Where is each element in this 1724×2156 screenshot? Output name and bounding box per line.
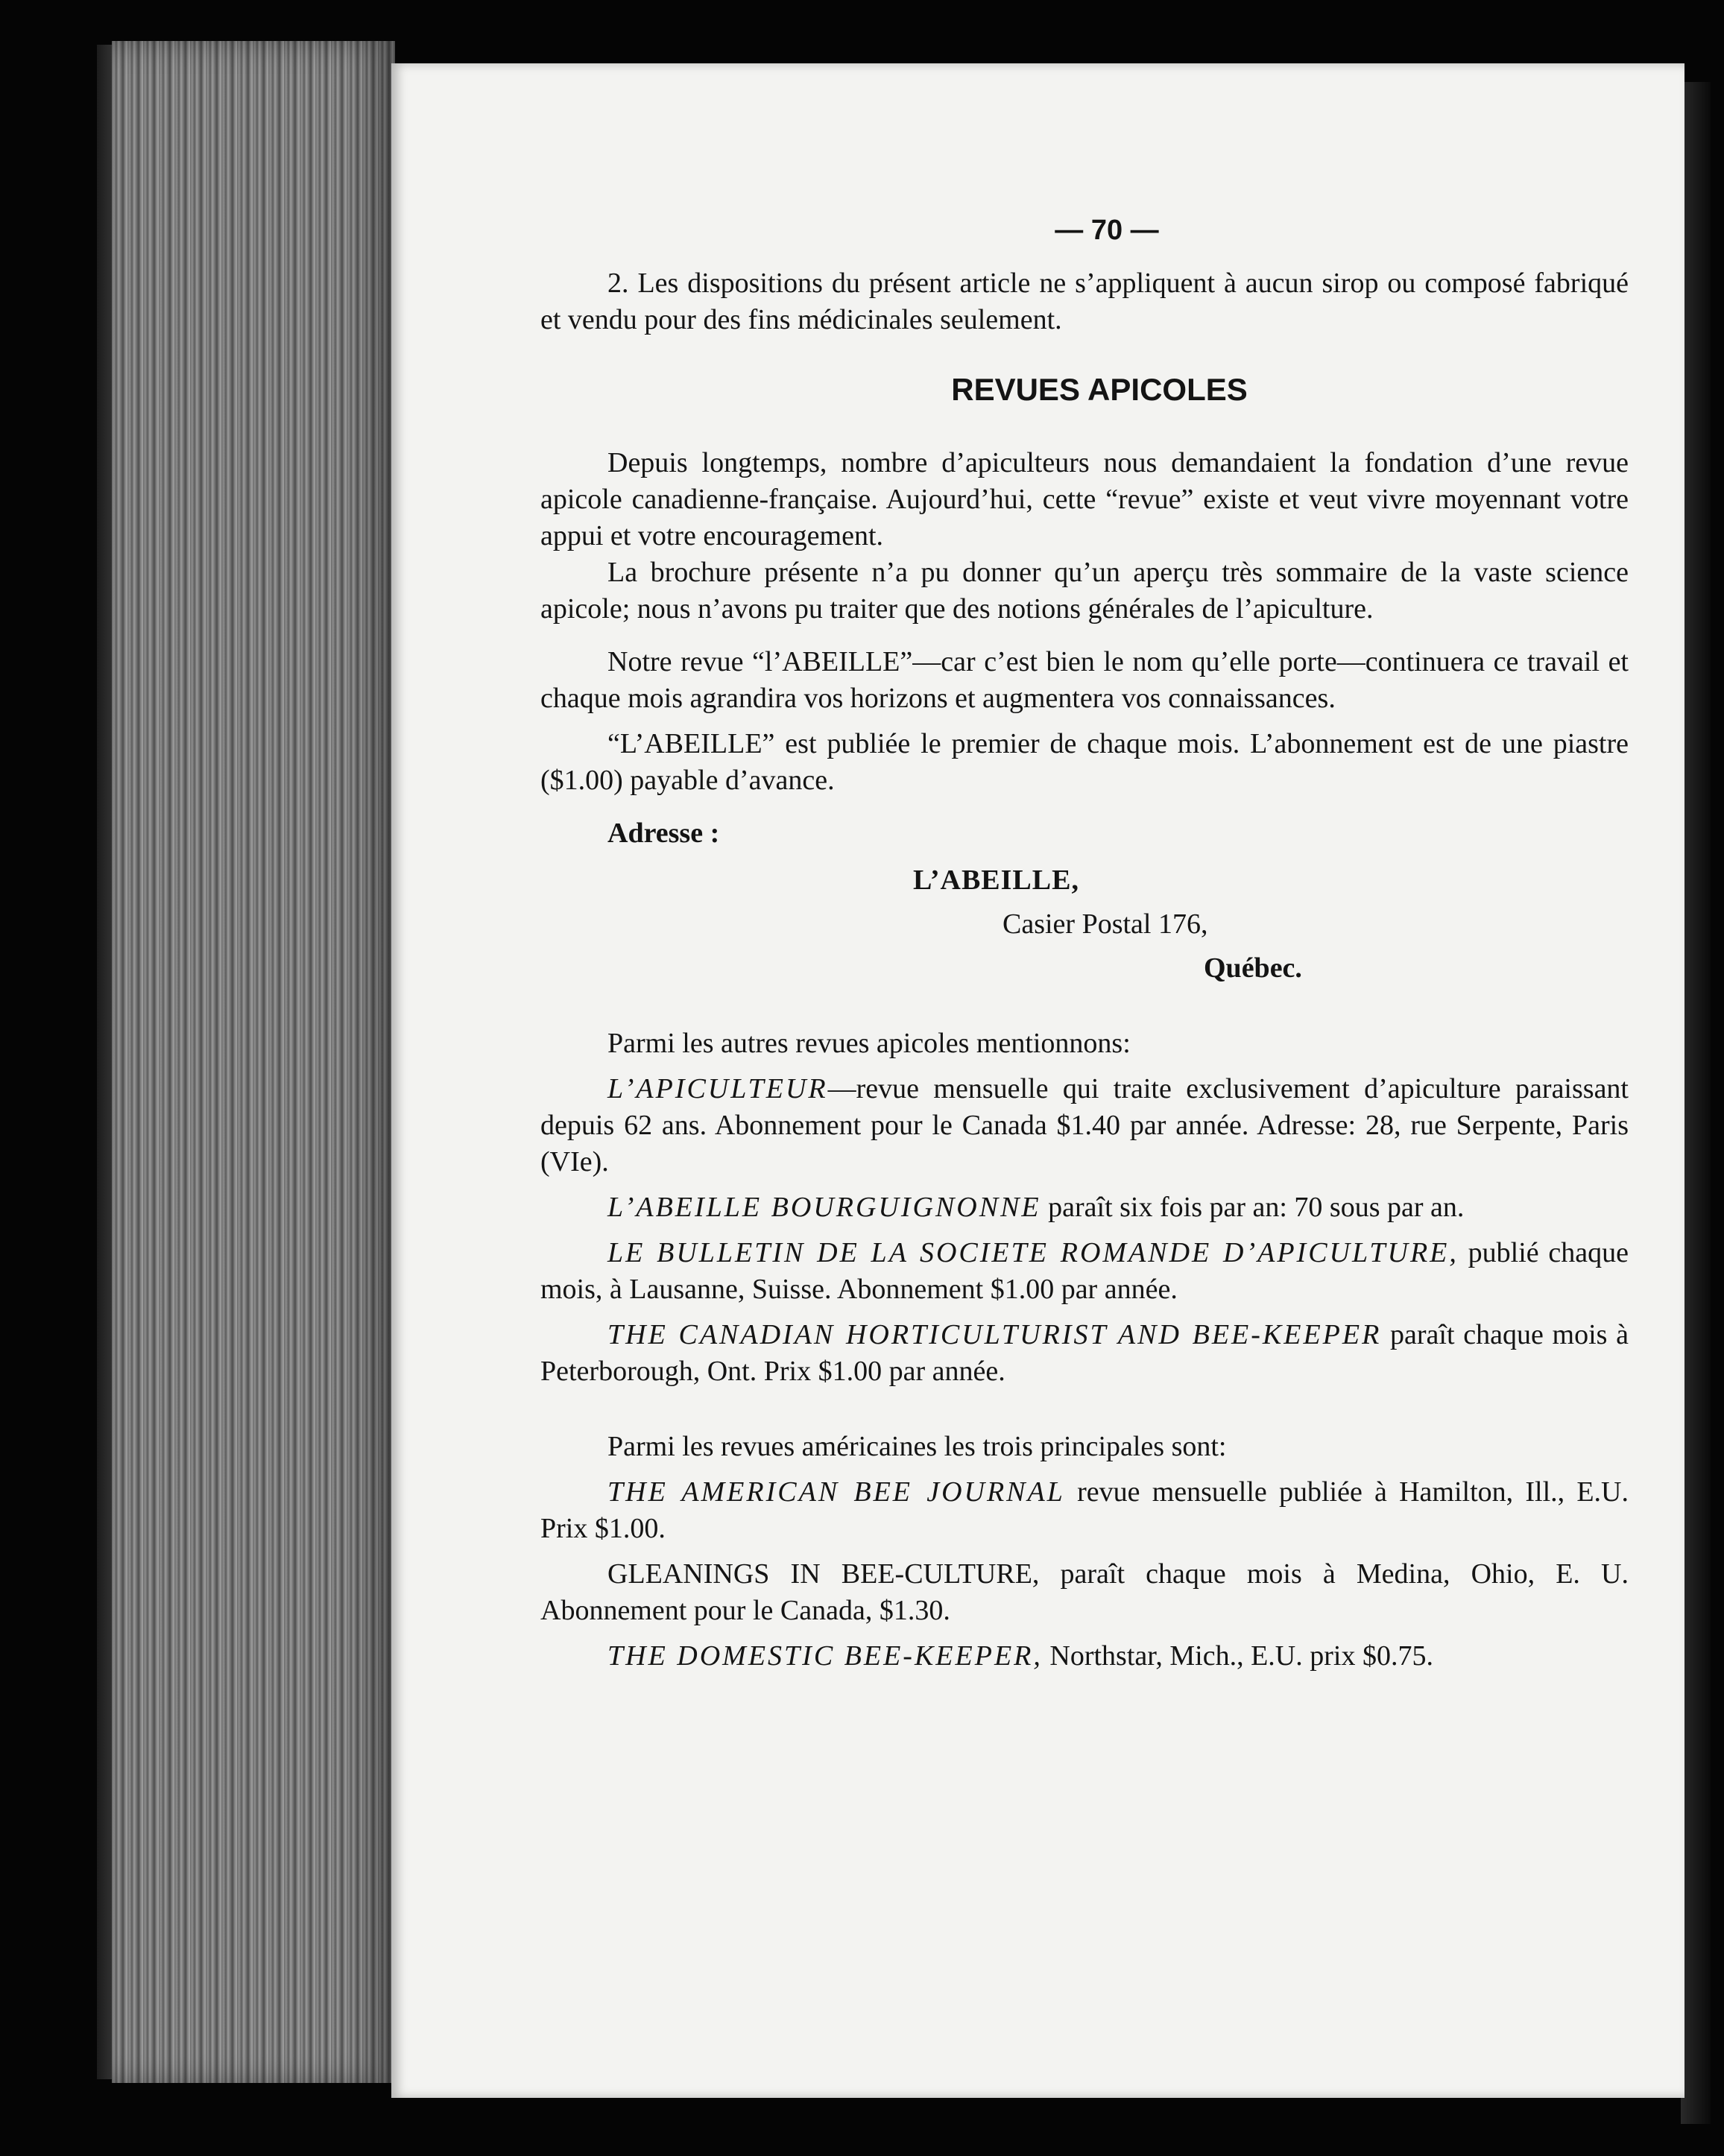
address-line-city: Québec. [1204,952,1302,984]
paragraph-revues-americaines: Parmi les revues américaines les trois principales sont: [607,1431,1227,1462]
book-page-stack [112,41,395,2083]
paragraph-notre-revue: Notre revue “l’ABEILLE”—car c’est bien le nom qu’elle porte—continuera ce travail et chaque mois agrandira vos horizons et augmentera vos connaissances. [540,646,1629,714]
revue-description: paraît six fois par an: 70 sous par an. [1041,1192,1465,1223]
address-label: Adresse : [607,818,720,849]
revue-description: revue mensuelle publiée à Hamilton, Ill., E.U. Prix $1.00. [540,1476,1629,1544]
section-heading: REVUES APICOLES [951,372,1248,407]
revue-us-item [540,1556,1629,1629]
revue-description: publié chaque mois, à Lausanne, Suisse. Abonnement $1.00 par année. [540,1237,1629,1305]
revue-fr-item [540,1189,1629,1226]
book-page [391,63,1684,2098]
paragraph-article: 2. Les dispositions du présent article ne s’appliquent à aucun sirop ou composé fabriqué et vendu pour des fins médicinales seulement. [540,268,1629,335]
revue-description: GLEANINGS IN BEE-CULTURE, paraît chaque mois à Medina, Ohio, E. U. Abonnement pour le Canada, $1.30. [540,1558,1629,1626]
paragraph-intro-2: La brochure présente n’a pu donner qu’un aperçu très sommaire de la vaste science apicole; nous n’avons pu traiter que des notions générales de l’apiculture. [540,557,1629,625]
revue-us-item [540,1638,1629,1675]
revue-title: THE AMERICAN BEE JOURNAL [607,1476,1065,1508]
revue-fr-item [540,1235,1629,1308]
revue-description: Northstar, Mich., E.U. prix $0.75. [1042,1640,1433,1672]
revue-title: L’APICULTEUR [607,1073,828,1104]
page-number: — 70 — [1055,215,1159,246]
paragraph-publiee: “L’ABEILLE” est publiée le premier de chaque mois. L’abonnement est de une piastre ($1.00) payable d’avance. [540,728,1629,796]
revue-description: —revue mensuelle qui traite exclusivement d’apiculture paraissant depuis 62 ans. Abonnement pour le Canada $1.40 par année. Adresse: 28, rue Serpente, Paris (VIe). [540,1073,1629,1177]
revue-title: L’ABEILLE BOURGUIGNONNE [607,1192,1041,1223]
revue-fr-item [540,1317,1629,1390]
revue-us-item [540,1474,1629,1547]
book-right-edge [1681,82,1711,2124]
address-line-casier: Casier Postal 176, [1002,908,1208,940]
revue-title: THE DOMESTIC BEE-KEEPER, [607,1640,1043,1672]
revue-description: paraît chaque mois à Peterborough, Ont. Prix $1.00 par année. [540,1319,1629,1387]
page-content [540,212,1629,1675]
paragraph-intro-1: Depuis longtemps, nombre d’apiculteurs nous demandaient la fondation d’une revue apicole canadienne-française. Aujourd’hui, cette “revue” existe et veut vivre moyennant votre appui et votre encouragement. [540,447,1629,551]
address-line-name: L’ABEILLE, [913,864,1079,896]
paragraph-autres-revues: Parmi les autres revues apicoles mentionnons: [607,1028,1131,1059]
revue-title: LE BULLETIN DE LA SOCIETE ROMANDE D’APICULTURE, [607,1237,1459,1268]
revue-fr-item [540,1071,1629,1180]
revue-title: THE CANADIAN HORTICULTURIST AND BEE-KEEPER [607,1319,1382,1350]
